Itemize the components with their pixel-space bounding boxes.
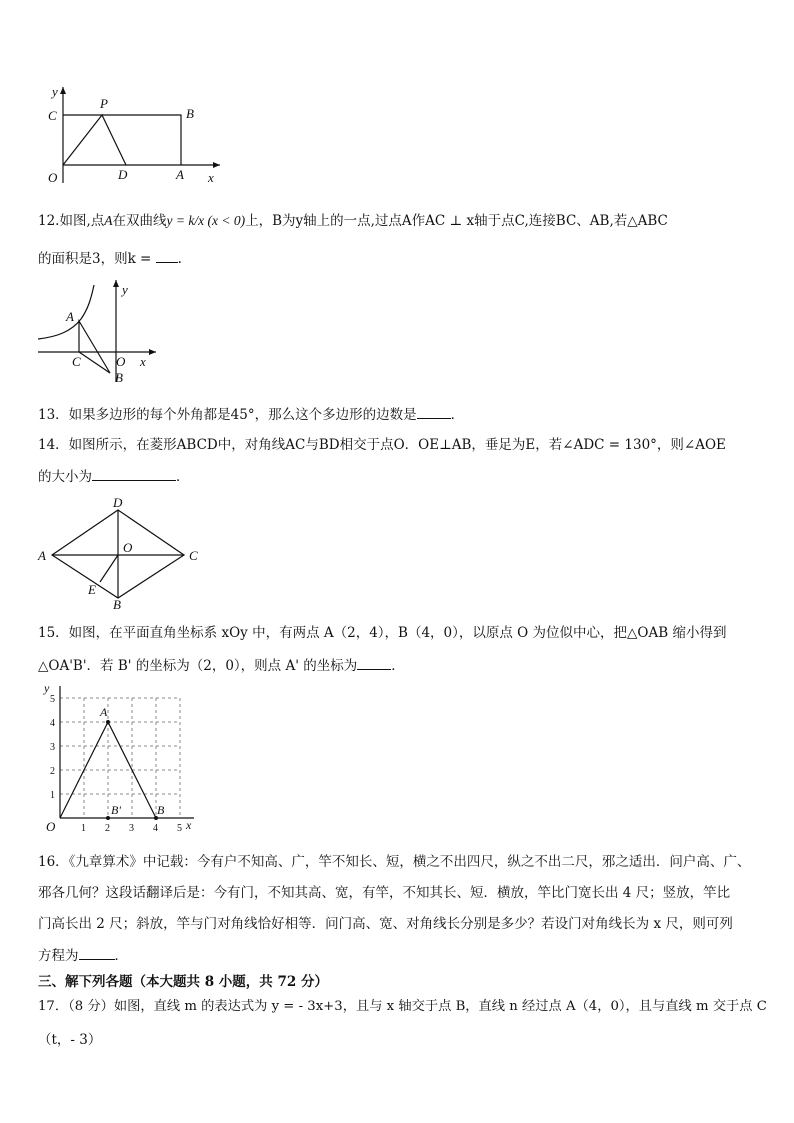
q14-text-line2: 的大小为 [38,469,92,485]
question-16-line2 [38,883,730,903]
figure-q15 [36,678,202,838]
xtick-3: 3 [129,823,134,834]
figure-q11 [38,82,228,190]
label-C: C [48,108,57,123]
ytick-5: 5 [50,694,55,705]
question-17-line2 [38,1030,101,1050]
label-C: C [189,548,198,563]
question-16-line3 [38,914,733,934]
question-17-line1 [38,997,767,1017]
label-A: A [66,309,74,324]
question-13: 13．如果多边形的每个外角都是45°，那么这个多边形的边数是 ． [38,404,464,425]
ytick-3: 3 [50,742,55,753]
q12-text-mid: 在双曲线 [112,213,167,229]
label-O: O [46,819,56,834]
label-O: O [123,540,133,555]
label-C: C [72,354,81,369]
label-x: x [186,818,192,832]
q15-text-line1: 15．如图，在平面直角坐标系 xOy 中，有两点 A（2，4），B（4，0），以原点 O 为位似中心，把△OAB 缩小得到 [38,625,727,641]
label-O: O [116,354,126,369]
point-A [106,720,110,724]
label-x: x [208,170,214,185]
label-A: A [38,548,46,563]
xtick-1: 1 [81,823,86,834]
question-12-line2: 的面积是3，则k = . [38,248,182,269]
question-15-line2: △OA'B'．若 B' 的坐标为（2，0），则点 A' 的坐标为 ． [38,655,405,676]
label-B: B [113,597,121,612]
triangle-ABC [79,321,110,373]
q16-text-line1: 16．《九章算术》中记载：今有户不知高、广，竿不知长、短，横之不出四尺，纵之不出二尺，邪之适出．问户高、广、 [38,854,751,870]
label-B: B [115,370,123,385]
q12-text-pre: 12.如图,点 [38,213,105,229]
point-B-prime [106,816,110,820]
ytick-2: 2 [50,766,55,777]
label-B-prime: B' [111,803,121,817]
label-O: O [48,170,58,185]
answer-blank-q16[interactable] [79,945,115,960]
segment-OE [100,555,118,582]
grid-lines [60,698,180,818]
label-y: y [44,681,50,695]
q17-text-line1: 17．（8 分）如图，直线 m 的表达式为 y = - 3x+3，且与 x 轴交于点 B，直线 n 经过点 A（4，0），且与直线 m 交于点 C [38,999,767,1014]
xtick-2: 2 [105,823,110,834]
answer-blank-q15[interactable] [357,655,391,670]
ytick-1: 1 [50,790,55,801]
answer-blank-q14[interactable] [92,466,176,481]
label-A: A [100,705,108,719]
q14-text-line1: 14．如图所示，在菱形ABCD中，对角线AC与BD相交于点O．OE⊥AB，垂足为E，若∠ADC = 130°，则∠AOE [38,437,726,453]
question-16-line4: 方程为 ． [38,945,128,966]
label-E: E [88,582,96,597]
question-12-line1 [38,211,668,231]
label-B: B [186,106,194,121]
question-14-line2: 的大小为 ． [38,466,190,487]
q16-text-line4: 方程为 [38,948,79,964]
label-D: D [113,495,123,510]
answer-blank-q13[interactable] [417,404,451,419]
label-A: A [176,167,184,182]
q12-text-post: 上，B为y轴上的一点,过点A作AC ⊥ x轴于点C,连接BC、AB,若△ABC [245,213,668,229]
xtick-4: 4 [153,823,158,834]
figure-q14 [34,494,208,612]
ytick-4: 4 [50,718,55,729]
q15-text-line2: △OA'B'．若 B' 的坐标为（2，0），则点 A' 的坐标为 [38,658,358,674]
q13-text: 13．如果多边形的每个外角都是45°，那么这个多边形的边数是 [38,407,417,423]
q12-text-line2: 的面积是3，则k = [38,251,152,267]
question-16-line1 [38,852,750,872]
label-B: B [157,803,165,817]
triangle-OPD [63,115,126,165]
question-15-line1 [38,623,726,643]
q17-text-line2: （t，- 3） [38,1032,102,1048]
question-14-line1 [38,435,726,455]
label-P: P [100,96,108,111]
label-D: D [118,167,128,182]
label-y: y [122,282,128,297]
section-3-title: 三、解下列各题（本大题共 8 小题，共 72 分） [38,974,328,990]
label-x: x [140,354,146,369]
answer-blank-q12[interactable] [156,248,178,263]
q12-point-A: A [104,213,113,228]
q12-function: y = k/x (x < 0) [166,213,246,228]
q16-text-line3: 门高长出 2 尺；斜放，竿与门对角线恰好相等．问门高、宽、对角线长分别是多少？若设门对角线长为 x 尺，则可列 [38,916,733,932]
q16-text-line2: 邪各几何？这段话翻译后是：今有门，不知其高、宽，有竿，不知其长、短．横放，竿比门宽长出 4 尺；竖放，竿比 [38,885,731,901]
xtick-5: 5 [177,823,182,834]
figure-q12 [36,277,166,389]
label-y: y [52,84,58,99]
